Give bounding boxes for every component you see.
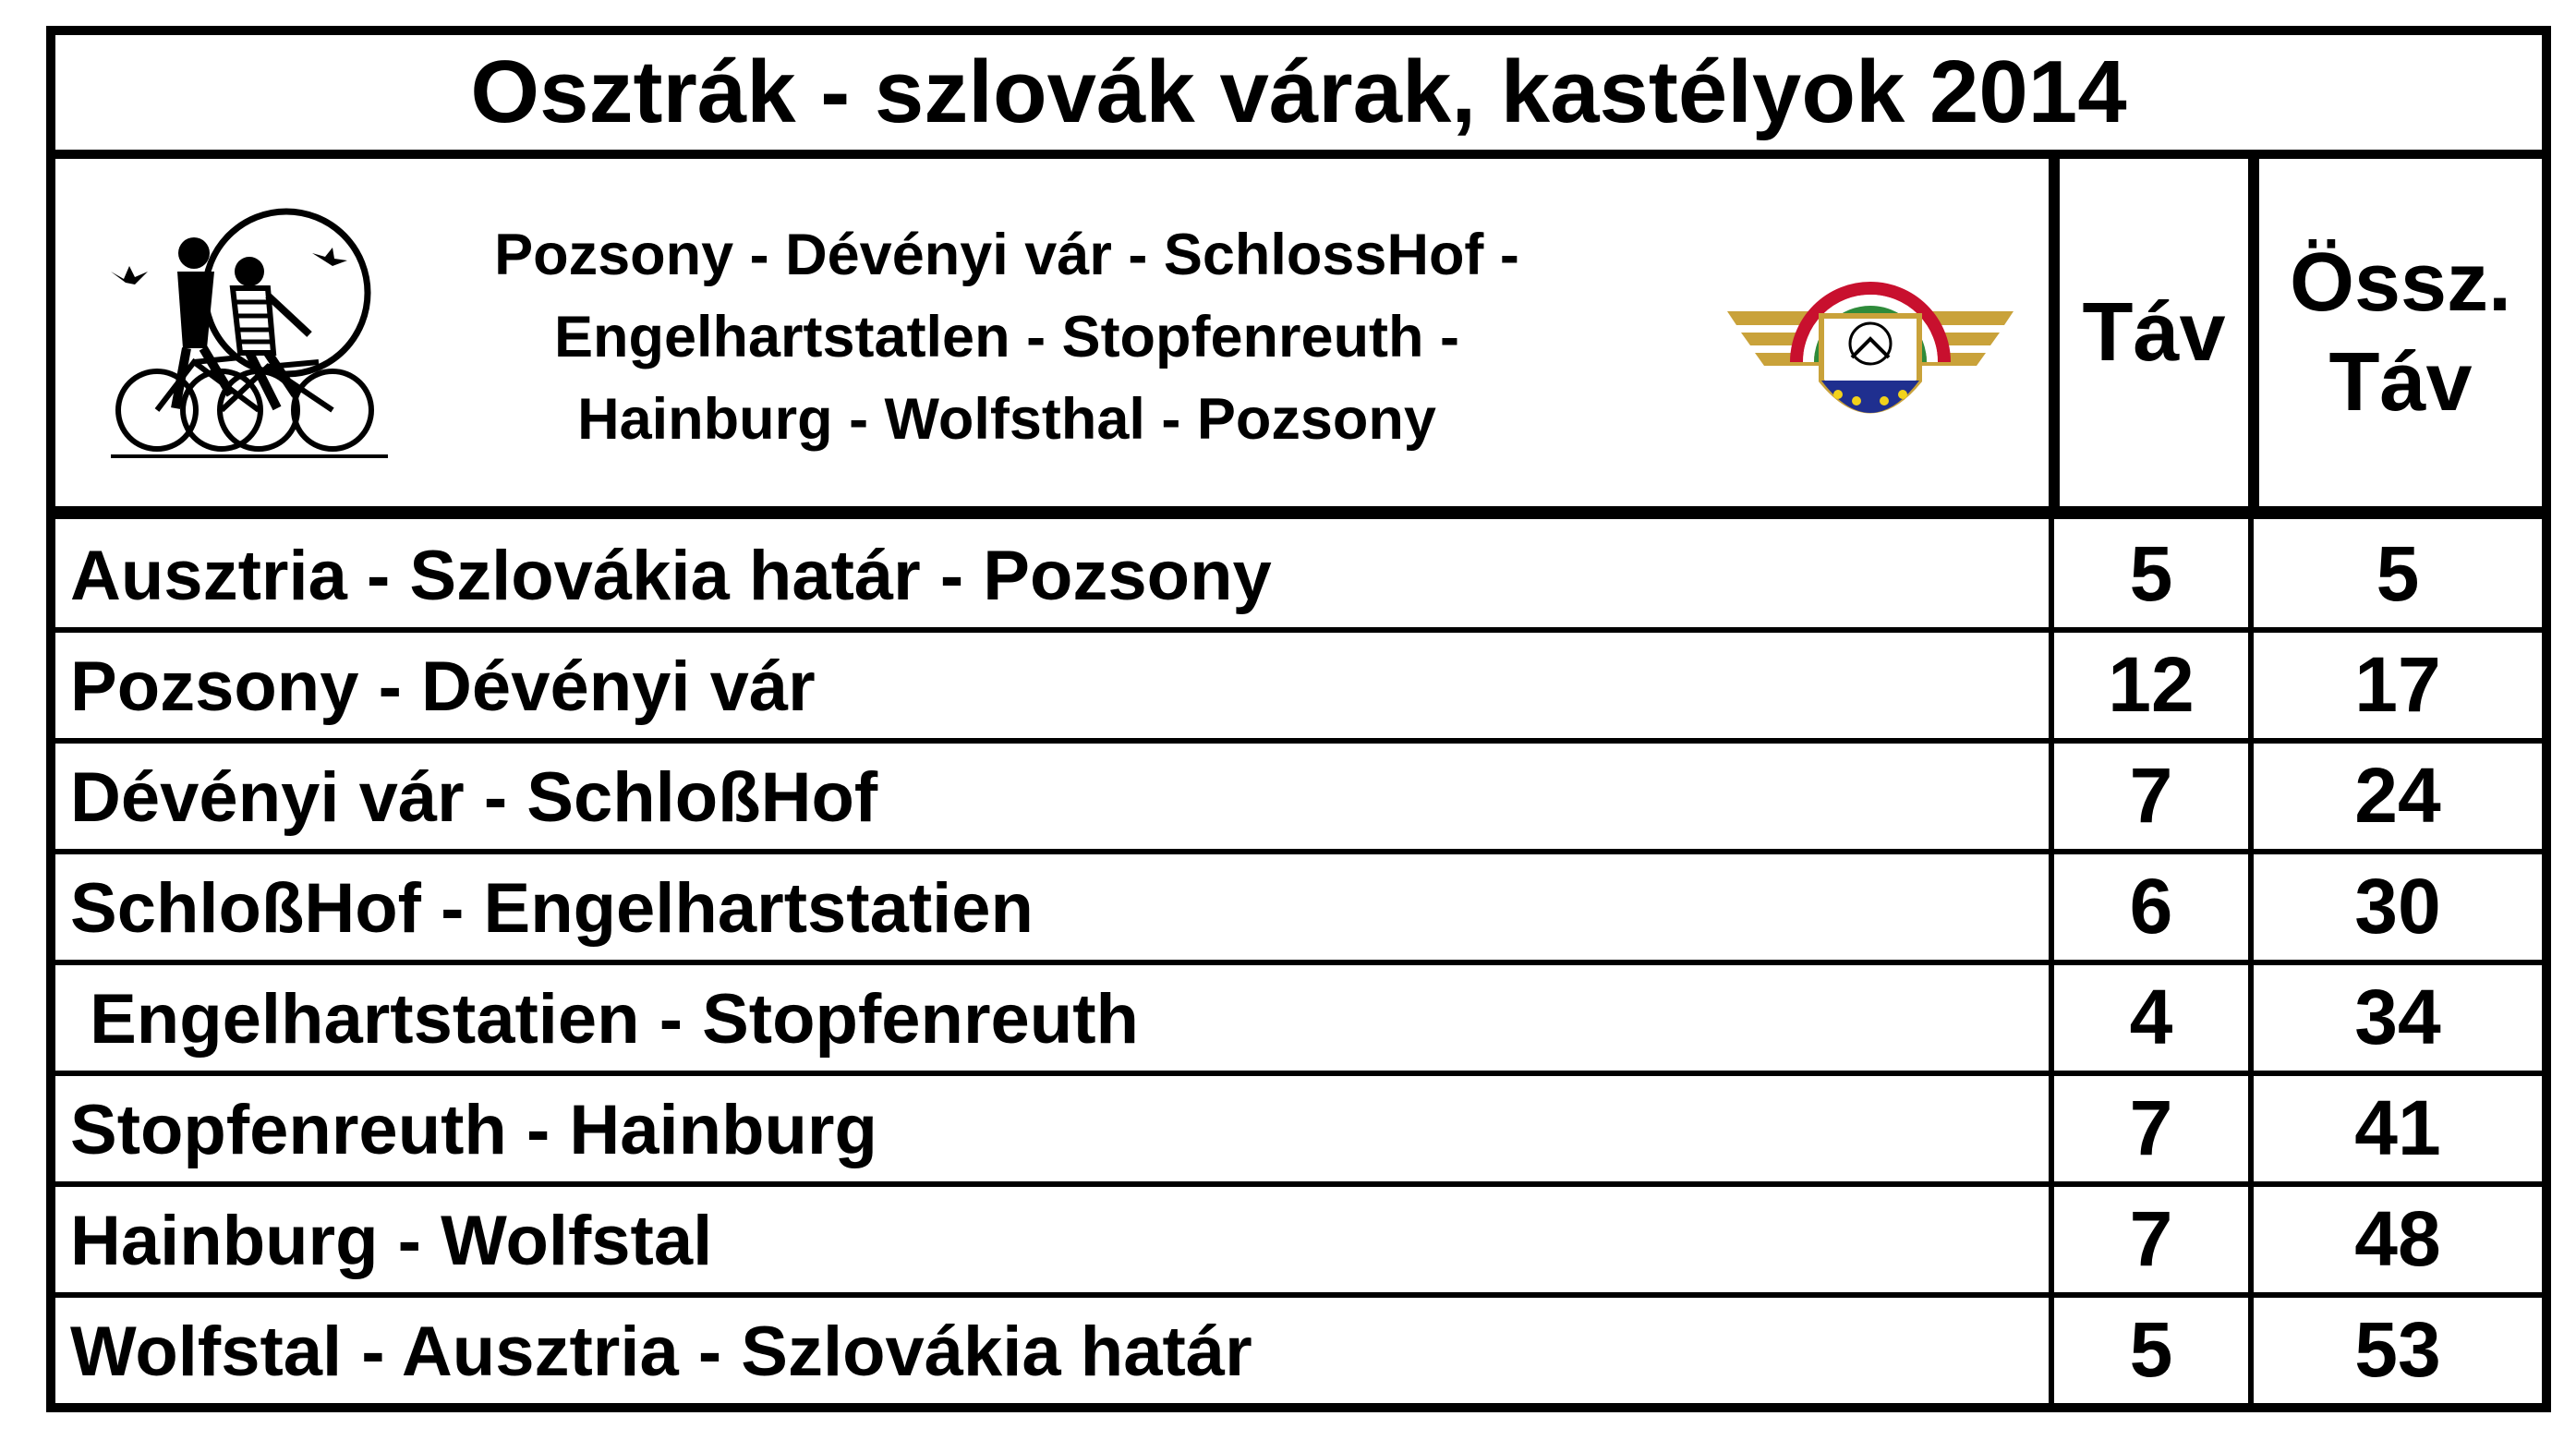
table-row [55, 962, 2542, 1073]
table-row [55, 1295, 2542, 1406]
club-emblem [1718, 205, 2023, 454]
segment-distance: 7 [2129, 1195, 2173, 1283]
segment-name: Stopfenreuth - Hainburg [70, 1091, 877, 1169]
segment-distance: 7 [2129, 1084, 2173, 1172]
route-rows [55, 519, 2542, 1403]
page-title: Osztrák - szlovák várak, kastélyok 2014 [470, 42, 2127, 141]
segment-name: Dévényi vár - SchloßHof [70, 758, 878, 837]
table-row [55, 630, 2542, 741]
table-row [55, 1073, 2542, 1184]
table-row [55, 741, 2542, 852]
cumulative-distance: 34 [2354, 974, 2441, 1061]
column-divider [2049, 159, 2060, 506]
segment-distance: 12 [2108, 641, 2195, 729]
cumulative-distance: 5 [2376, 530, 2420, 618]
table-row [55, 852, 2542, 962]
cumulative-distance: 48 [2354, 1195, 2441, 1283]
segment-distance: 7 [2129, 752, 2173, 840]
segment-name: Wolfstal - Ausztria - Szlovákia határ [70, 1313, 1252, 1391]
segment-distance: 5 [2129, 1306, 2173, 1394]
cumulative-distance: 24 [2354, 752, 2441, 840]
segment-name: SchloßHof - Engelhartstatien [70, 869, 1034, 948]
header-row [55, 159, 2542, 519]
segment-name: Pozsony - Dévényi vár [70, 647, 816, 726]
distance-header: Táv [2082, 285, 2226, 379]
segment-distance: 6 [2129, 863, 2173, 950]
total-distance-header [2259, 159, 2542, 506]
total-header-line: Táv [2328, 336, 2473, 429]
cumulative-distance: 41 [2354, 1084, 2441, 1172]
table-row [55, 519, 2542, 630]
segment-distance: 4 [2129, 974, 2173, 1061]
total-header-line: Össz. [2289, 236, 2512, 329]
cumulative-distance: 53 [2354, 1306, 2441, 1394]
route-description-cell [55, 159, 2049, 506]
title-row [55, 35, 2542, 159]
segment-name: Hainburg - Wolfstal [70, 1202, 713, 1280]
segment-name: Engelhartstatien - Stopfenreuth [70, 980, 1139, 1059]
route-line: Engelhartstatlen - Stopfenreuth - [553, 305, 1460, 369]
segment-name: Ausztria - Szlovákia határ - Pozsony [70, 537, 1272, 615]
route-line: Pozsony - Dévényi vár - SchlossHof - [494, 223, 1519, 287]
column-divider [2248, 159, 2259, 506]
route-table [46, 26, 2551, 1412]
table-row [55, 1184, 2542, 1295]
route-description [333, 214, 1681, 461]
cumulative-distance: 17 [2354, 641, 2441, 729]
cumulative-distance: 30 [2354, 863, 2441, 950]
segment-distance: 5 [2129, 530, 2173, 618]
route-line: Hainburg - Wolfsthal - Pozsony [577, 387, 1436, 452]
